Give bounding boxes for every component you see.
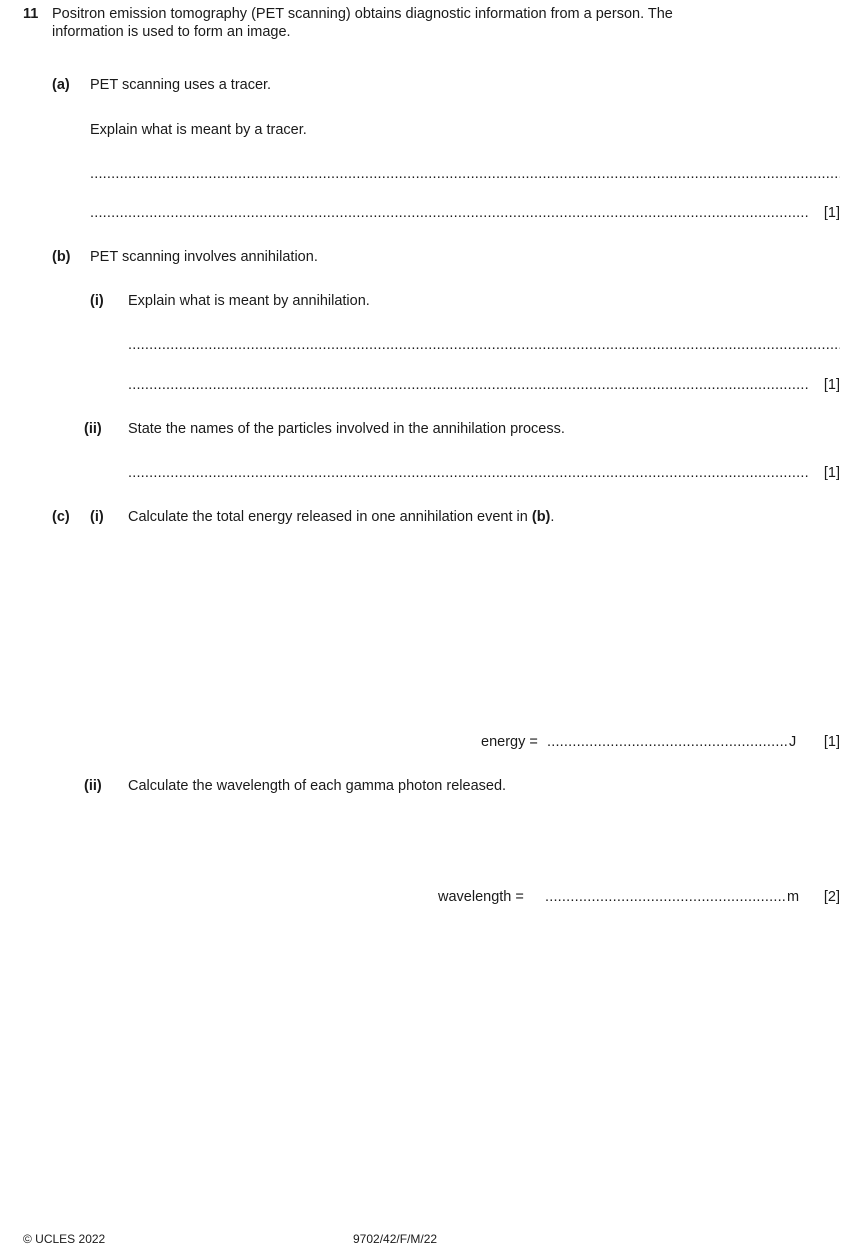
part-c-i-prompt-ref: (b)	[531, 509, 551, 525]
part-a-mark: [1]	[823, 205, 840, 221]
part-a-label: (a)	[52, 77, 70, 93]
part-c-i-prompt	[128, 508, 554, 526]
wavelength-unit: m	[787, 889, 800, 905]
part-c-ii-prompt: Calculate the wavelength of each gamma photon released.	[128, 778, 507, 794]
energy-unit: J	[789, 734, 797, 750]
part-a-answer-line-1[interactable]	[90, 165, 840, 183]
part-b-label: (b)	[52, 249, 71, 265]
part-b-ii-prompt: State the names of the particles involved in the annihilation process.	[128, 421, 565, 437]
part-b-statement: PET scanning involves annihilation.	[90, 249, 318, 265]
part-b-i-mark: [1]	[823, 377, 840, 393]
part-b-ii-answer-line[interactable]	[128, 464, 808, 482]
part-c-ii-label: (ii)	[84, 778, 102, 794]
wavelength-answer-field[interactable]	[545, 888, 785, 906]
question-intro-line-1: Positron emission tomography (PET scanning) obtains diagnostic information from a person. The	[52, 6, 673, 22]
part-c-i-prompt-end: .	[550, 509, 555, 525]
energy-answer-field[interactable]	[547, 733, 787, 751]
part-c-i-prompt-text: Calculate the total energy released in one annihilation event in	[128, 509, 532, 525]
part-a-prompt: Explain what is meant by a tracer.	[90, 122, 307, 138]
part-c-i-label: (i)	[90, 509, 104, 525]
part-b-i-prompt: Explain what is meant by annihilation.	[128, 293, 370, 309]
part-b-i-answer-line-1[interactable]	[128, 336, 840, 354]
part-a-statement: PET scanning uses a tracer.	[90, 77, 272, 93]
energy-answer-label: energy =	[481, 734, 538, 750]
part-c-i-mark: [1]	[823, 734, 840, 750]
question-intro-line-2: information is used to form an image.	[52, 24, 291, 40]
part-b-i-answer-line-2[interactable]	[128, 376, 808, 394]
part-c-label: (c)	[52, 509, 70, 525]
footer-paper-code: 9702/42/F/M/22	[353, 1232, 438, 1246]
part-b-i-label: (i)	[90, 293, 104, 309]
part-c-ii-mark: [2]	[823, 889, 840, 905]
part-a-answer-line-2[interactable]	[90, 204, 808, 222]
wavelength-answer-label: wavelength =	[438, 889, 524, 905]
footer-copyright: © UCLES 2022	[23, 1232, 106, 1246]
question-number: 11	[23, 6, 39, 22]
part-b-ii-mark: [1]	[823, 465, 840, 481]
part-b-ii-label: (ii)	[84, 421, 102, 437]
